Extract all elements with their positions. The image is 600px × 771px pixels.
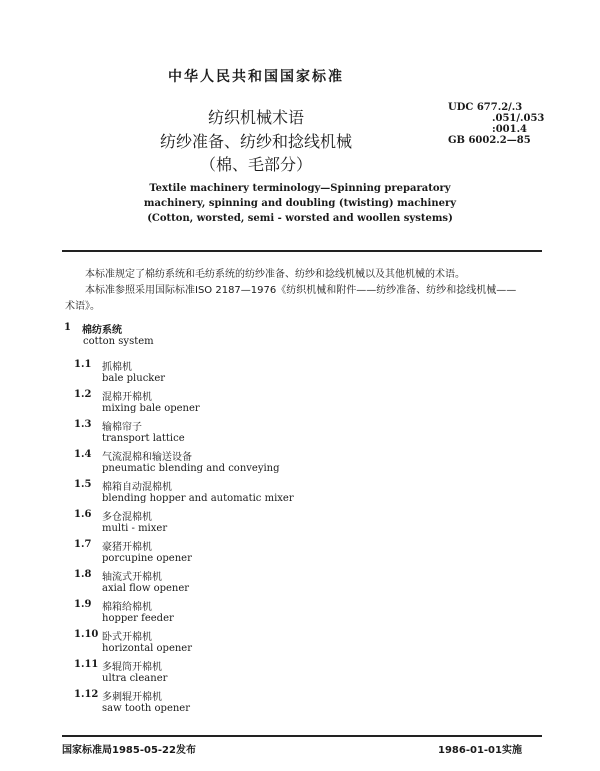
effective-date: 1986-01-01实施 xyxy=(438,745,522,756)
header-divider xyxy=(62,250,542,252)
term-cn: 多仓混棉机 xyxy=(102,512,152,523)
udc-code-line-3: :001.4 xyxy=(492,124,528,135)
udc-code-line-1: UDC 677.2/.3 xyxy=(448,102,523,113)
term-en: transport lattice xyxy=(102,433,185,444)
term-cn: 输棉帘子 xyxy=(102,422,142,433)
term-number: 1.4 xyxy=(74,449,92,460)
udc-code-line-2: .051/.053 xyxy=(492,113,545,124)
title-en-line-1: Textile machinery terminology—Spinning preparatory xyxy=(149,183,451,194)
term-en: ultra cleaner xyxy=(102,673,168,684)
section-title-cn: 棉纺系统 xyxy=(82,325,122,336)
issuing-authority: 中华人民共和国国家标准 xyxy=(168,69,344,85)
term-number: 1.6 xyxy=(74,509,92,520)
term-cn: 棉箱自动混棉机 xyxy=(102,482,172,493)
term-cn: 气流混棉和输送设备 xyxy=(102,452,192,463)
term-number: 1.5 xyxy=(74,479,92,490)
term-en: hopper feeder xyxy=(102,613,174,624)
term-en: horizontal opener xyxy=(102,643,193,654)
term-number: 1.7 xyxy=(74,539,92,550)
gb-standard-code: GB 6002.2—85 xyxy=(448,135,531,146)
term-en: blending hopper and automatic mixer xyxy=(102,493,294,504)
term-cn: 多辊筒开棉机 xyxy=(102,662,162,673)
intro-paragraph-2: 本标准参照采用国际标准ISO 2187—1976《纺织机械和附件——纺纱准备、纺纱和捻线机械—— xyxy=(85,285,517,296)
term-number: 1.10 xyxy=(74,629,99,640)
term-en: axial flow opener xyxy=(102,583,190,594)
term-cn: 轴流式开棉机 xyxy=(102,572,162,583)
term-cn: 多刺辊开棉机 xyxy=(102,692,162,703)
term-number: 1.12 xyxy=(74,689,99,700)
term-cn: 抓棉机 xyxy=(102,362,132,373)
term-cn: 混棉开棉机 xyxy=(102,392,152,403)
term-en: bale plucker xyxy=(102,373,166,384)
term-en: mixing bale opener xyxy=(102,403,200,414)
term-number: 1.1 xyxy=(74,359,92,370)
term-number: 1.2 xyxy=(74,389,92,400)
title-cn-line-2: 纺纱准备、纺纱和捻线机械 xyxy=(159,132,352,151)
term-cn: 卧式开棉机 xyxy=(102,632,152,643)
section-title-en: cotton system xyxy=(83,336,154,347)
term-en: pneumatic blending and conveying xyxy=(102,463,280,474)
footer-divider xyxy=(62,735,542,737)
term-cn: 豪猪开棉机 xyxy=(102,542,152,553)
term-number: 1.11 xyxy=(74,659,99,670)
term-number: 1.3 xyxy=(74,419,92,430)
title-cn-line-3: （棉、毛部分） xyxy=(199,155,312,174)
term-number: 1.8 xyxy=(74,569,92,580)
term-number: 1.9 xyxy=(74,599,92,610)
term-cn: 棉箱给棉机 xyxy=(102,602,152,613)
intro-paragraph-1: 本标准规定了棉纺系统和毛纺系统的纺纱准备、纺纱和捻线机械以及其他机械的术语。 xyxy=(85,269,465,280)
issue-date: 国家标准局1985-05-22发布 xyxy=(62,745,196,756)
term-en: multi - mixer xyxy=(102,523,168,534)
term-en: porcupine opener xyxy=(102,553,192,564)
intro-paragraph-2-continued: 术语》。 xyxy=(65,301,100,312)
section-number: 1 xyxy=(64,322,71,333)
title-en-line-2: machinery, spinning and doubling (twisting) machinery xyxy=(143,198,457,209)
term-en: saw tooth opener xyxy=(102,703,191,714)
title-cn-line-1: 纺织机械术语 xyxy=(207,108,304,127)
title-en-line-3: (Cotton, worsted, semi - worsted and woollen systems) xyxy=(147,213,453,224)
